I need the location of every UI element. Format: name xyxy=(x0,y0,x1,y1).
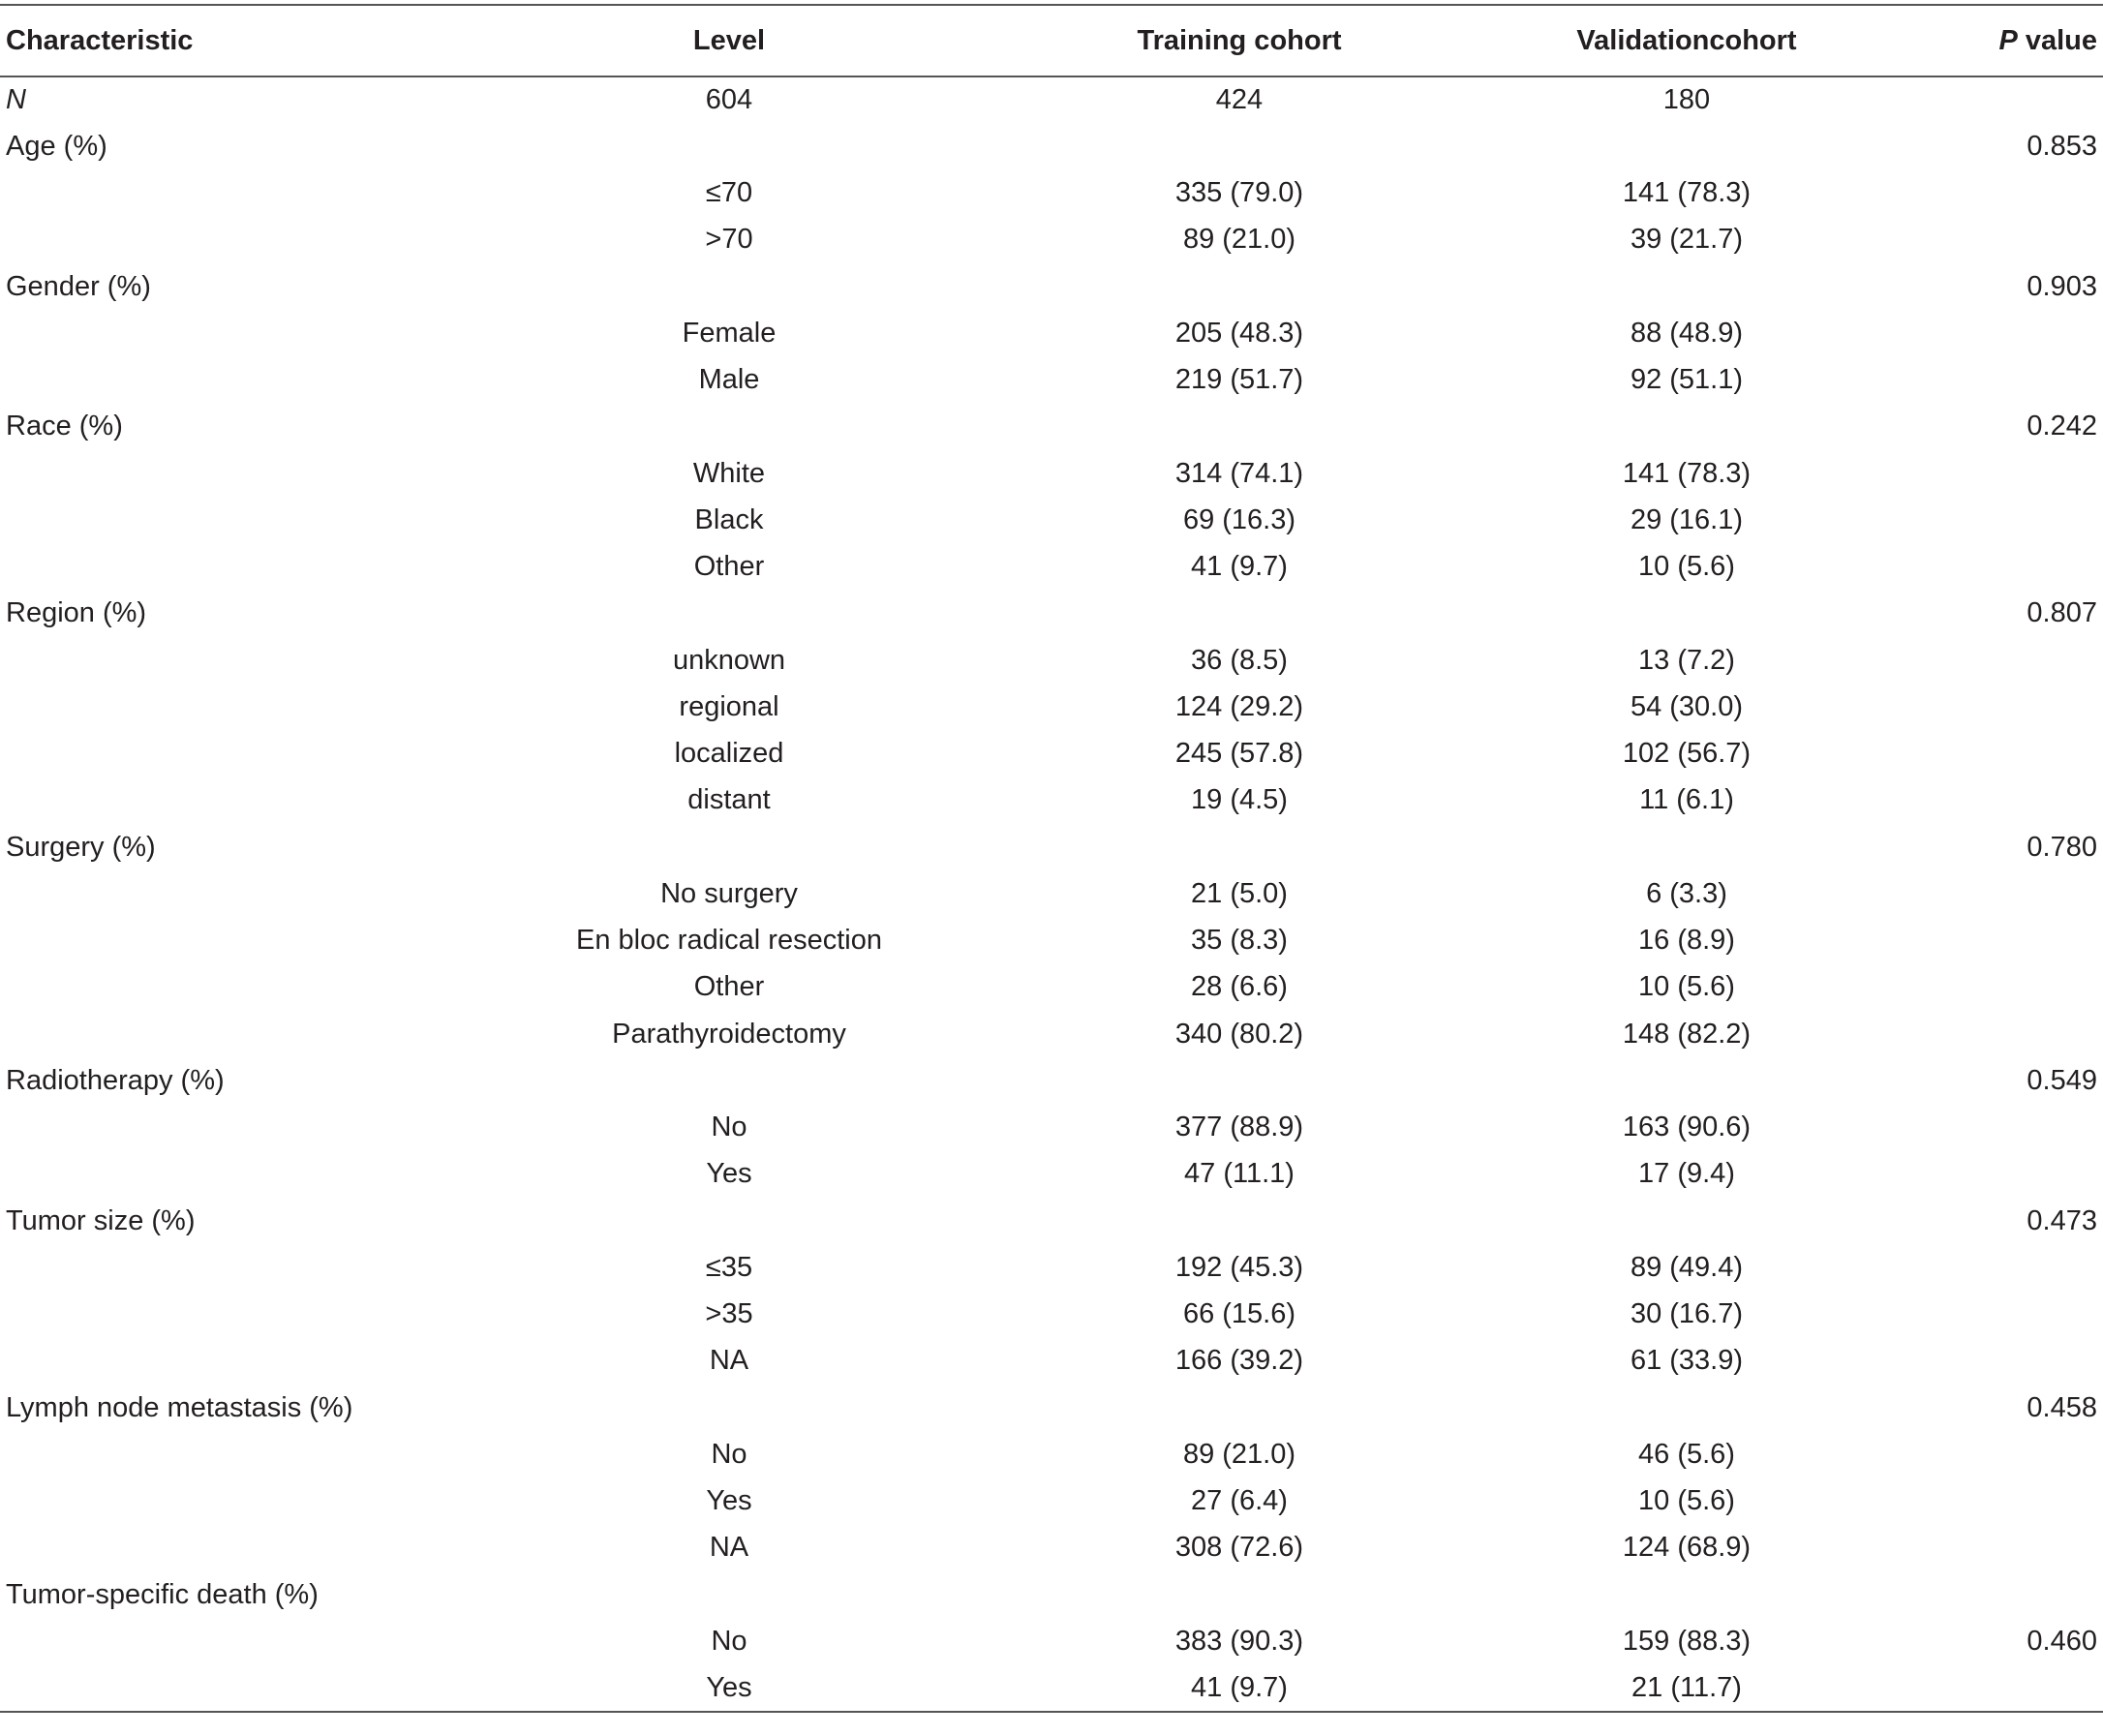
cell-characteristic xyxy=(0,1151,438,1198)
cell-level xyxy=(438,824,1021,870)
cell-validation-cohort: 10 (5.6) xyxy=(1638,1485,1735,1517)
cell-characteristic xyxy=(0,964,438,1011)
cell-level xyxy=(438,1571,1021,1618)
table-row xyxy=(0,964,2103,1011)
cell-characteristic xyxy=(0,731,438,777)
cell-training-cohort: 340 (80.2) xyxy=(1174,1018,1304,1050)
cell-characteristic: N xyxy=(6,84,26,116)
table-row xyxy=(0,1478,2103,1525)
cell-level: >70 xyxy=(705,224,753,256)
cell-characteristic xyxy=(0,1011,438,1057)
cell-level: Black xyxy=(694,503,764,535)
cell-validation-cohort xyxy=(1458,404,1915,450)
table-row xyxy=(0,591,2103,637)
cell-level xyxy=(438,404,1021,450)
table-row xyxy=(0,1151,2103,1198)
cell-level: Yes xyxy=(438,1665,1021,1712)
table-row xyxy=(0,870,2103,917)
cell-level: localized xyxy=(674,738,784,770)
cell-p-value xyxy=(1915,170,2103,217)
table-row xyxy=(0,824,2103,870)
cell-validation-cohort: 163 (90.6) xyxy=(1622,1112,1752,1143)
cell-validation-cohort xyxy=(1458,1571,1915,1618)
table-row xyxy=(0,637,2103,684)
table-row xyxy=(0,544,2103,591)
cell-characteristic xyxy=(0,450,438,497)
cell-level xyxy=(438,263,1021,310)
cell-validation-cohort: 46 (5.6) xyxy=(1638,1438,1735,1470)
cell-training-cohort xyxy=(1021,824,1458,870)
cell-p-value xyxy=(1915,1478,2103,1525)
cell-training-cohort: 377 (88.9) xyxy=(1174,1112,1304,1143)
table-row xyxy=(0,450,2103,497)
cell-characteristic xyxy=(0,777,438,824)
cell-training-cohort: 19 (4.5) xyxy=(1191,784,1288,816)
cell-training-cohort: 383 (90.3) xyxy=(1174,1625,1304,1657)
cell-training-cohort xyxy=(1021,591,1458,637)
table-body xyxy=(0,76,2103,1712)
cell-validation-cohort: 141 (78.3) xyxy=(1622,457,1752,489)
cell-validation-cohort: 92 (51.1) xyxy=(1630,364,1744,396)
cell-p-value xyxy=(1915,870,2103,917)
table-row xyxy=(0,357,2103,404)
cell-validation-cohort xyxy=(1458,824,1915,870)
cell-p-value: 0.458 xyxy=(2027,1391,2097,1423)
cell-characteristic: Age (%) xyxy=(6,130,107,162)
cell-training-cohort: 66 (15.6) xyxy=(1182,1298,1296,1330)
cell-characteristic xyxy=(0,637,438,684)
table-row xyxy=(0,777,2103,824)
cell-training-cohort xyxy=(1021,123,1458,169)
cell-characteristic: Tumor-specific death (%) xyxy=(6,1578,319,1610)
cell-characteristic xyxy=(0,357,438,404)
cell-training-cohort: 69 (16.3) xyxy=(1182,503,1296,535)
cell-validation-cohort: 89 (49.4) xyxy=(1630,1251,1744,1283)
cell-characteristic xyxy=(0,1478,438,1525)
cell-characteristic: Surgery (%) xyxy=(6,831,156,863)
cell-p-value: 0.903 xyxy=(2027,270,2097,302)
cell-characteristic xyxy=(0,918,438,964)
header-row xyxy=(0,5,2103,76)
cell-level: Male xyxy=(698,364,760,396)
table-row xyxy=(0,170,2103,217)
header-p-value xyxy=(1915,5,2103,76)
cell-characteristic xyxy=(0,1244,438,1291)
cell-p-value xyxy=(1915,357,2103,404)
table-row xyxy=(0,1105,2103,1151)
table-row xyxy=(0,1292,2103,1338)
characteristics-table xyxy=(0,4,2103,1713)
cell-characteristic xyxy=(0,1338,438,1385)
cell-training-cohort: 335 (79.0) xyxy=(1174,177,1304,209)
header-training-cohort: Training cohort xyxy=(1021,5,1458,76)
cell-level: Yes xyxy=(706,1158,752,1190)
cell-training-cohort: 308 (72.6) xyxy=(1174,1532,1304,1564)
cell-characteristic xyxy=(0,497,438,543)
cell-training-cohort: 27 (6.4) xyxy=(1191,1485,1288,1517)
cell-p-value: 0.460 xyxy=(2027,1625,2097,1657)
cell-p-value xyxy=(1915,1571,2103,1618)
cell-level: 604 xyxy=(705,84,753,116)
cell-training-cohort: 245 (57.8) xyxy=(1174,738,1304,770)
cell-p-value xyxy=(1915,76,2103,123)
cell-p-value: 0.473 xyxy=(2027,1204,2097,1236)
table-row xyxy=(0,1525,2103,1571)
cell-p-value xyxy=(1915,637,2103,684)
cell-validation-cohort xyxy=(1458,1057,1915,1104)
table-row xyxy=(0,1618,2103,1664)
table-row xyxy=(0,684,2103,730)
header-characteristic: Characteristic xyxy=(0,5,438,76)
cell-characteristic xyxy=(0,1105,438,1151)
cell-training-cohort: 35 (8.3) xyxy=(1191,925,1288,957)
cell-p-value xyxy=(1915,497,2103,543)
cell-p-value xyxy=(1915,1151,2103,1198)
cell-p-value: 0.853 xyxy=(2027,130,2097,162)
cell-training-cohort: 21 (5.0) xyxy=(1191,877,1288,909)
cell-training-cohort: 205 (48.3) xyxy=(1174,317,1304,349)
cell-p-value: 0.780 xyxy=(2027,831,2097,863)
cell-level: No xyxy=(711,1438,747,1470)
cell-characteristic: Lymph node metastasis (%) xyxy=(6,1391,353,1423)
cell-characteristic xyxy=(0,1431,438,1477)
table-row xyxy=(0,1665,2103,1712)
cell-validation-cohort: 54 (30.0) xyxy=(1630,690,1744,722)
cell-training-cohort: 219 (51.7) xyxy=(1174,364,1304,396)
cell-p-value xyxy=(1915,777,2103,824)
cell-validation-cohort xyxy=(1458,1198,1915,1244)
cell-validation-cohort: 159 (88.3) xyxy=(1622,1625,1752,1657)
cell-level: ≤35 xyxy=(705,1251,753,1283)
table-row xyxy=(0,497,2103,543)
cell-level: Yes xyxy=(706,1485,752,1517)
cell-p-value xyxy=(1915,450,2103,497)
cell-level: distant xyxy=(687,784,771,816)
cell-validation-cohort: 148 (82.2) xyxy=(1622,1018,1752,1050)
cell-training-cohort: 28 (6.6) xyxy=(1191,971,1288,1003)
cell-training-cohort: 124 (29.2) xyxy=(1174,690,1304,722)
cell-p-value xyxy=(1915,1244,2103,1291)
cell-level: >35 xyxy=(705,1298,753,1330)
cell-validation-cohort: 30 (16.7) xyxy=(1630,1298,1744,1330)
table-row xyxy=(0,217,2103,263)
cell-p-value xyxy=(1915,1338,2103,1385)
cell-p-value xyxy=(1915,918,2103,964)
header-p-suffix: value xyxy=(2017,24,2097,56)
cell-level: Parathyroidectomy xyxy=(612,1018,846,1050)
table-row xyxy=(0,1011,2103,1057)
cell-level: unknown xyxy=(672,644,786,676)
header-p-letter: P xyxy=(1998,24,2018,56)
cell-training-cohort: 89 (21.0) xyxy=(1182,1438,1296,1470)
cell-training-cohort: 89 (21.0) xyxy=(1182,224,1296,256)
cell-characteristic: Radiotherapy (%) xyxy=(6,1064,225,1096)
cell-validation-cohort: 88 (48.9) xyxy=(1630,317,1744,349)
cell-training-cohort xyxy=(1021,263,1458,310)
cell-p-value xyxy=(1915,1431,2103,1477)
cell-training-cohort: 314 (74.1) xyxy=(1174,457,1304,489)
cell-validation-cohort: 17 (9.4) xyxy=(1638,1158,1735,1190)
table-row xyxy=(0,1571,2103,1618)
cell-characteristic xyxy=(0,1292,438,1338)
cell-validation-cohort: 61 (33.9) xyxy=(1630,1345,1744,1377)
cell-level: regional xyxy=(679,690,779,722)
cell-validation-cohort: 13 (7.2) xyxy=(1638,644,1735,676)
cell-characteristic xyxy=(0,1618,438,1664)
cell-training-cohort: 36 (8.5) xyxy=(1191,644,1288,676)
cell-training-cohort xyxy=(1021,404,1458,450)
table-row xyxy=(0,404,2103,450)
cell-training-cohort: 47 (11.1) xyxy=(1184,1158,1295,1190)
cell-level: Female xyxy=(682,317,777,349)
cell-validation-cohort: 180 xyxy=(1662,84,1711,116)
cell-characteristic: Region (%) xyxy=(6,597,147,629)
table-row xyxy=(0,1244,2103,1291)
cell-level: No surgery xyxy=(660,877,798,909)
table-row xyxy=(0,1338,2103,1385)
cell-level: No xyxy=(711,1112,747,1143)
cell-validation-cohort: 10 (5.6) xyxy=(1638,971,1735,1003)
cell-characteristic: Race (%) xyxy=(6,411,123,442)
header-level: Level xyxy=(438,5,1021,76)
table-header xyxy=(0,5,2103,76)
table-row xyxy=(0,123,2103,169)
cell-training-cohort: 424 xyxy=(1215,84,1264,116)
table-row xyxy=(0,1431,2103,1477)
cell-p-value: 0.807 xyxy=(2027,597,2097,629)
cell-characteristic xyxy=(0,684,438,730)
cell-p-value xyxy=(1915,310,2103,356)
cell-validation-cohort: 10 (5.6) xyxy=(1638,551,1735,583)
cell-training-cohort: 41 (9.7) xyxy=(1191,551,1288,583)
cell-p-value xyxy=(1915,964,2103,1011)
cell-level: White xyxy=(692,457,766,489)
cell-training-cohort: 166 (39.2) xyxy=(1174,1345,1304,1377)
cell-p-value xyxy=(1915,1105,2103,1151)
cell-level: ≤70 xyxy=(705,177,753,209)
cell-characteristic: Gender (%) xyxy=(6,270,151,302)
table-row xyxy=(0,263,2103,310)
cell-training-cohort xyxy=(1021,1385,1458,1431)
cell-validation-cohort: 6 (3.3) xyxy=(1646,877,1727,909)
table-row xyxy=(0,1057,2103,1104)
cell-validation-cohort xyxy=(1458,123,1915,169)
cell-characteristic xyxy=(0,170,438,217)
header-validation-cohort: Validationcohort xyxy=(1458,5,1915,76)
cell-training-cohort: 41 (9.7) xyxy=(1021,1665,1458,1712)
cell-characteristic xyxy=(0,1525,438,1571)
cell-level xyxy=(438,123,1021,169)
cell-characteristic xyxy=(0,544,438,591)
cell-level: No xyxy=(711,1625,747,1657)
cell-training-cohort xyxy=(1021,1571,1458,1618)
table-row xyxy=(0,76,2103,123)
cell-characteristic xyxy=(0,1665,438,1712)
cell-level: NA xyxy=(709,1532,749,1564)
cell-level xyxy=(438,1198,1021,1244)
cell-p-value xyxy=(1915,1292,2103,1338)
table-row xyxy=(0,1198,2103,1244)
cell-training-cohort xyxy=(1021,1198,1458,1244)
cell-validation-cohort: 39 (21.7) xyxy=(1630,224,1744,256)
cell-level: Other xyxy=(693,551,765,583)
cell-p-value: 0.549 xyxy=(2027,1064,2097,1096)
cell-p-value xyxy=(1915,1665,2103,1712)
cell-level xyxy=(438,1057,1021,1104)
cell-training-cohort: 192 (45.3) xyxy=(1174,1251,1304,1283)
cell-level xyxy=(438,591,1021,637)
cell-p-value xyxy=(1915,684,2103,730)
cell-level: NA xyxy=(709,1345,749,1377)
cell-validation-cohort: 29 (16.1) xyxy=(1630,503,1744,535)
cell-characteristic xyxy=(0,217,438,263)
cell-validation-cohort: 16 (8.9) xyxy=(1638,925,1735,957)
cell-validation-cohort: 21 (11.7) xyxy=(1458,1665,1915,1712)
cell-characteristic: Tumor size (%) xyxy=(6,1204,196,1236)
table-row xyxy=(0,918,2103,964)
cell-characteristic xyxy=(0,870,438,917)
cell-validation-cohort xyxy=(1458,263,1915,310)
cell-validation-cohort: 141 (78.3) xyxy=(1622,177,1752,209)
table-row xyxy=(0,310,2103,356)
cell-validation-cohort xyxy=(1458,1385,1915,1431)
cell-level xyxy=(438,1385,1021,1431)
cell-training-cohort xyxy=(1021,1057,1458,1104)
cell-p-value xyxy=(1915,217,2103,263)
cell-validation-cohort: 124 (68.9) xyxy=(1622,1532,1752,1564)
table-row xyxy=(0,1385,2103,1431)
cell-validation-cohort: 11 (6.1) xyxy=(1639,784,1734,816)
cell-p-value: 0.242 xyxy=(2027,411,2097,442)
cell-characteristic xyxy=(0,310,438,356)
cell-validation-cohort xyxy=(1458,591,1915,637)
cell-level: En bloc radical resection xyxy=(576,925,882,957)
cell-level: Other xyxy=(693,971,765,1003)
cell-p-value xyxy=(1915,731,2103,777)
cell-p-value xyxy=(1915,1525,2103,1571)
table-row xyxy=(0,731,2103,777)
cell-p-value xyxy=(1915,544,2103,591)
cell-p-value xyxy=(1915,1011,2103,1057)
cell-validation-cohort: 102 (56.7) xyxy=(1622,738,1752,770)
